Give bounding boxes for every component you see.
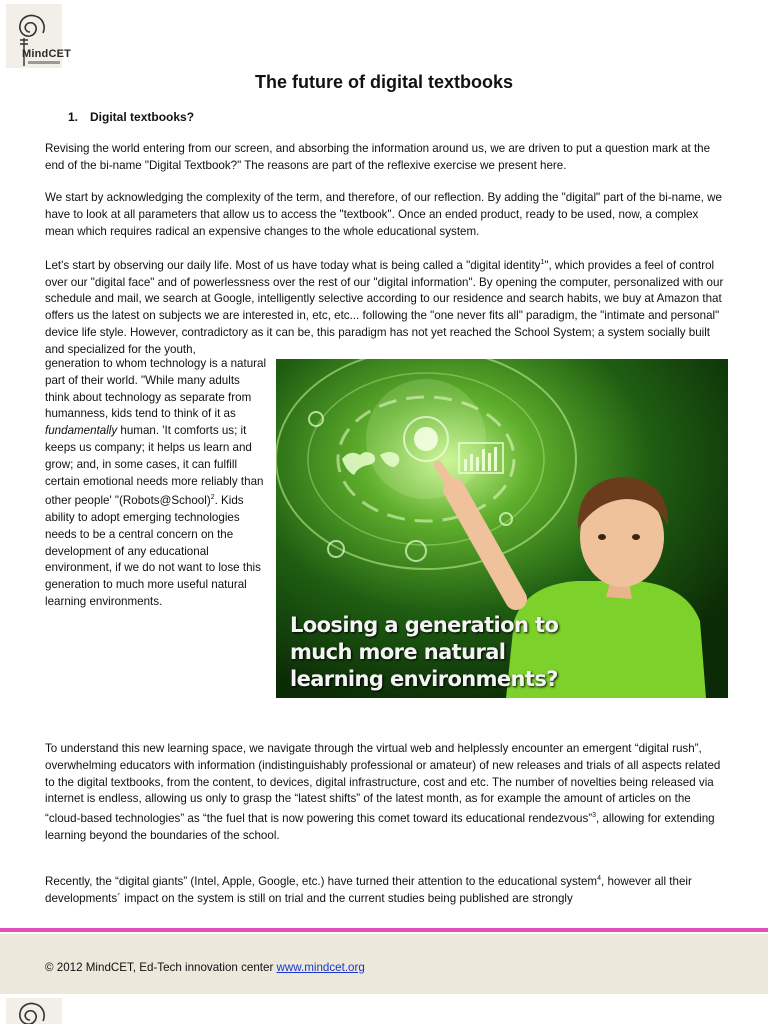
column-emphasis: fundamentally	[45, 424, 118, 438]
column-text-c: . Kids ability to adopt emerging technologies needs to be a central concern on the development of any educational environment, if we do not want to lose this generation to much more useful natural learning environments.	[45, 494, 261, 609]
section-number: 1.	[68, 110, 79, 124]
paragraph-5-text-b: , however all their developments´ impact on the system is still on trial and the current studies being published are strongly	[45, 874, 692, 905]
section-heading	[68, 110, 194, 124]
paragraph-4	[45, 741, 725, 845]
paragraph-3-text-b: ", which provides a feel of control over our "digital face" and of powerlessness over the rest of our "digital information". By opening the computer, personalized with our schedule and mail, we search at Google, intelligently selective according to our residence and search habits, we buy at Amazon that offers us the latest on subjects we are interested in, etc, etc... following the "one never fits all" paradigm, the "intimate and personal" device life style. However, contradictory as it can be, this paradigm has not yet reached the School System; a system socially built and specialized for the youth,	[45, 258, 724, 356]
paragraph-3-text-a: Let's start by observing our daily life. Most of us have today what is being called a "digital identity	[45, 258, 541, 272]
page-footer	[0, 934, 768, 994]
footer-copyright	[45, 961, 365, 974]
footnote-ref-3: 3	[592, 812, 597, 820]
paragraph-1: Revising the world entering from our screen, and absorbing the information around us, we are driven to put a question mark at the end of the bi-name "Digital Textbook?" The reasons are part of the reflexive exercise we present here.	[45, 142, 711, 172]
next-page-logo	[6, 998, 62, 1024]
paragraph-3	[45, 255, 725, 359]
paragraph-5	[45, 871, 725, 907]
website-link[interactable]: www.mindcet.org	[276, 961, 365, 974]
logo-tagline-bar	[28, 61, 60, 64]
mindcet-logo	[6, 4, 72, 68]
footnote-ref-2: 2	[210, 494, 215, 502]
paragraph-4-text-b: , allowing for extending learning beyond the boundaries of the school.	[45, 812, 715, 842]
footnote-ref-1: 1	[540, 259, 545, 266]
column-text-a: generation to whom technology is a natural part of their world. "While many adults think about technology as separate from humanness, kids tend to think of it as	[45, 357, 267, 421]
section-heading-text: Digital textbooks?	[90, 110, 195, 124]
logo-brand-text: MindCET	[22, 48, 72, 60]
footnote-ref-4: 4	[597, 875, 601, 882]
copyright-text: © 2012 MindCET, Ed-Tech innovation center	[45, 961, 277, 974]
caption-line-3: learning environments?	[290, 667, 558, 691]
spiral-logo-icon	[6, 998, 62, 1024]
paragraph-column	[45, 356, 267, 611]
illustration-figure	[276, 359, 728, 698]
caption-line-1: Loosing a generation to	[290, 613, 559, 637]
paragraph-5-text-a: Recently, the “digital giants” (Intel, Apple, Google, etc.) have turned their attention to the educational system	[45, 874, 598, 888]
paragraph-4-text-a: To understand this new learning space, we navigate through the virtual web and helplessly encounter an emergent “digital rush”, overwhelming educators with information (indistinguishably professional or amateur) of new releases and trials of all aspects related to the digital textbooks, from the content, to devices, digital infrastructure, cost and etc. The number of novelties being released via internet is endless, allowing us only to grasp the “latest shifts” of the latest month, as for example the amount of articles on the “cloud-based technologies” as “the fuel that is now powering this comet toward its educational rendezvous”	[45, 742, 721, 826]
document-title: The future of digital textbooks	[254, 72, 513, 92]
footer-divider	[0, 928, 768, 932]
figure-caption	[290, 612, 590, 693]
column-text-b: human. 'It comforts us; it keeps us company; it helps us learn and grow; and, in some cases, it can fulfill certain emotional needs more reliably than other people' "(Robots@School)	[45, 424, 264, 508]
paragraph-2: We start by acknowledging the complexity of the term, and therefore, of our reflection. By adding the "digital" part of the bi-name, we have to look at all parameters that allow us to access the "textbook". Once an ended product, ready to be used, now, a complex mean which requires radical an expensive changes to the whole educational system.	[45, 191, 722, 238]
caption-line-2: much more natural	[290, 640, 506, 664]
